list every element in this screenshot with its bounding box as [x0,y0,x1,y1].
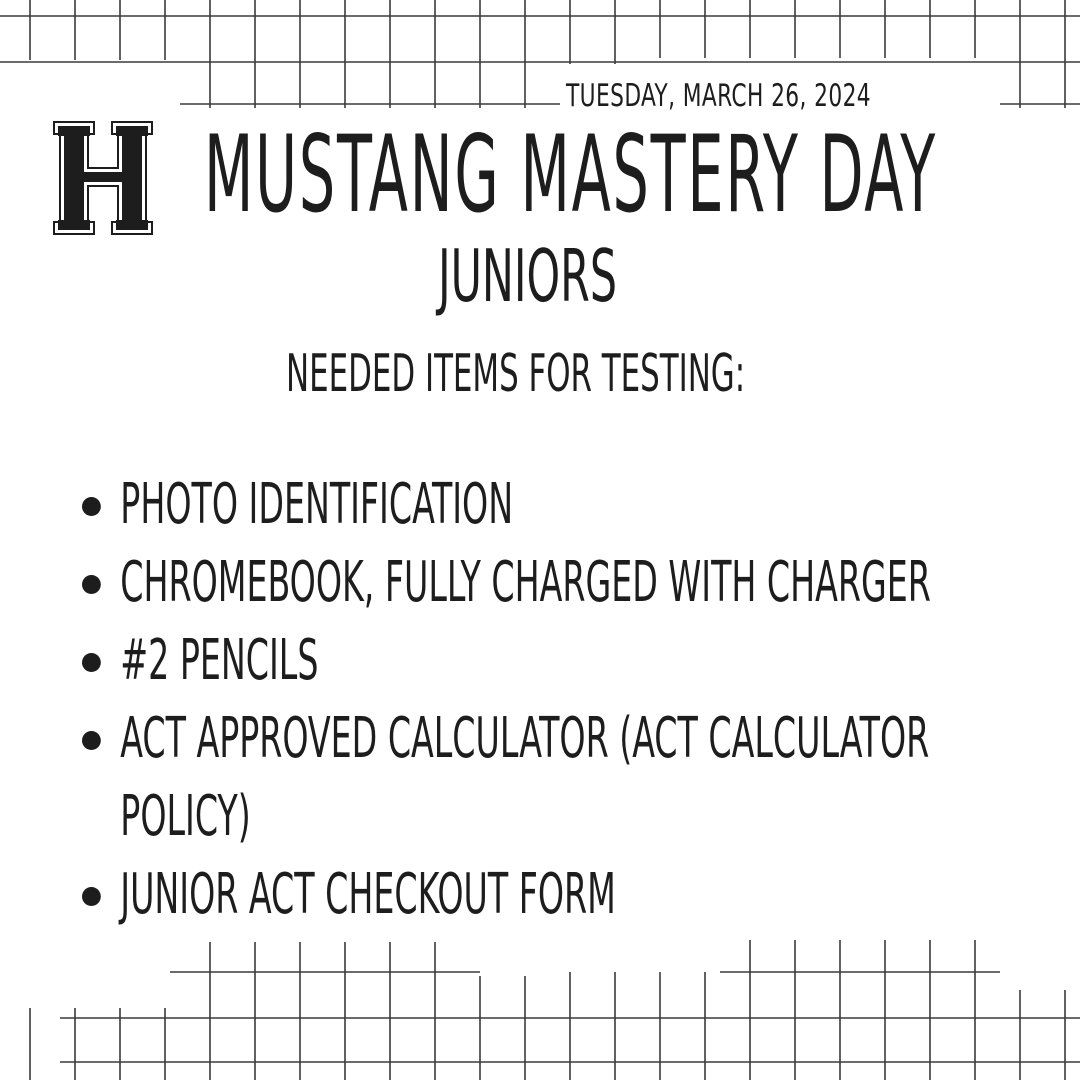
list-item-continuation: POLICY) [120,784,251,849]
list-item: JUNIOR ACT CHECKOUT FORM [82,856,1046,934]
bullet-icon [82,575,101,594]
list-item: ACT APPROVED CALCULATOR (ACT CALCULATOR POLICY) [82,700,1046,856]
school-logo-h-icon [52,120,154,236]
event-title: MUSTANG MASTERY DAY [204,113,938,236]
list-item: CHROMEBOOK, FULLY CHARGED WITH CHARGER [82,544,1046,622]
audience-subtitle: JUNIORS [438,234,617,318]
needed-items-list [82,466,1046,934]
bullet-icon [82,653,101,672]
list-item: #2 PENCILS [82,622,1046,700]
bullet-icon [82,497,101,516]
list-item: PHOTO IDENTIFICATION [82,466,1046,544]
event-date: TUESDAY, MARCH 26, 2024 [566,78,872,114]
bullet-icon [82,887,101,906]
items-heading: NEEDED ITEMS FOR TESTING: [286,344,746,404]
bullet-icon [82,731,101,750]
